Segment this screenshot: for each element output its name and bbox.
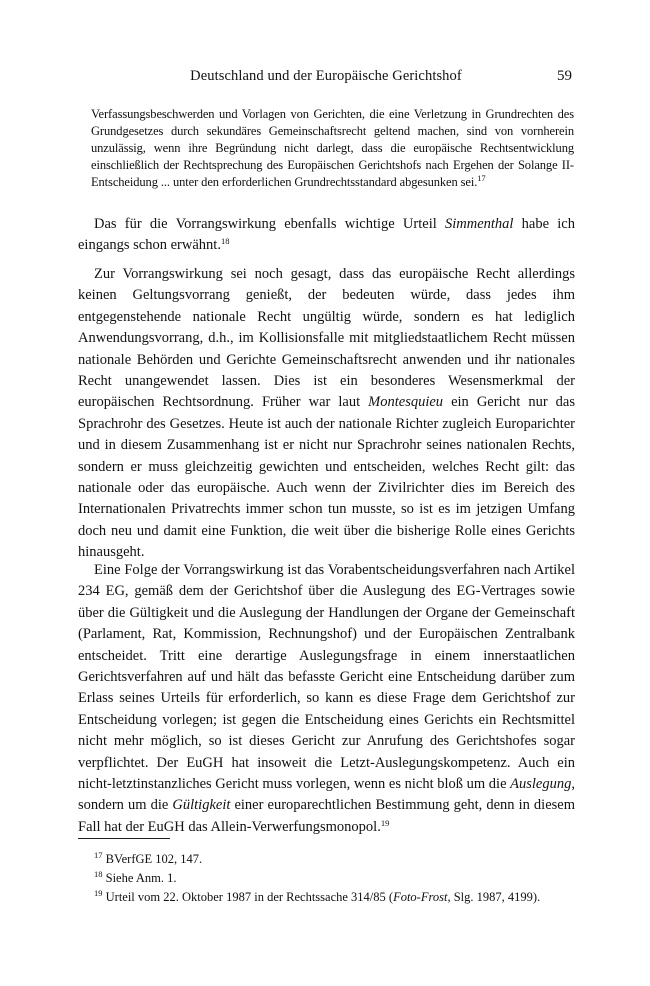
paragraph-text: Das für die Vorrangswirkung ebenfalls wichtige Urteil [94, 216, 445, 232]
paragraph-text: Eine Folge der Vorrangswirkung ist das Vorabentscheidungsverfahren nach Artikel 234 EG, gemäß dem der Gerichtshof über die Auslegung des EG-Vertrages sowie über die Gültigkeit und die Auslegung der Handlungen der Organe der Gemeinschaft (Parlament, Rat, Kommission, Rechnungshof) und der Europäischen Zentralbank entscheidet. Tritt eine derartige Auslegungsfrage in einem innerstaatlichen Gerichtsverfahren auf und hält das befasste Gericht eine Entscheidung darüber zum Erlass seines Urteils für erforderlich, so kann es diese Frage dem Gerichtshof zur Entscheidung vorlegen; ist gegen die Entscheidung eines Gerichts ein Rechtsmittel nicht mehr möglich, so ist dieses Gericht zur Anrufung des Gerichtshofes sogar verpflichtet. Der EuGH hat insoweit die Letzt-Auslegungskompetenz. Auch ein nicht-letztinstanzliches Gericht muss vorlegen, wenn es nicht bloß um die [78, 562, 575, 793]
footnote-number: 18 [94, 869, 103, 879]
footnote-18 [78, 869, 575, 888]
block-quote-text: Verfassungsbeschwerden und Vorlagen von Gerichten, die eine Verletzung in Grundrechten des Grundgesetzes durch sekundäres Gemeinschaftsrecht geltend machen, sind von vornherein unzulässig, wenn ihre Begründung nicht darlegt, dass die europäische Rechtsentwicklung einschließlich der Rechtsprechung des Europäischen Gerichtshofs nach Ergehen der Solange II-Entscheidung ... unter den erforderlichen Grundrechtsstandard abgesunken sei. [91, 107, 574, 189]
case-name-foto-frost: Foto-Frost [393, 890, 448, 904]
page-number: 59 [557, 68, 572, 84]
footnote-17 [78, 850, 575, 869]
author-name-montesquieu: Montesquieu [368, 394, 444, 411]
paragraph-simmenthal [78, 214, 575, 257]
footnote-ref-19[interactable]: 19 [380, 817, 390, 828]
paragraph-text: einer europarechtlichen Bestimmung geht, denn in diesem Fall hat der EuGH das Allein-Verwerfungsmonopol. [78, 797, 576, 835]
paragraph-anwendungsvorrang [78, 264, 575, 564]
footnote-text: BVerfGE 102, 147. [105, 852, 203, 866]
footnote-number: 17 [94, 850, 103, 860]
footnote-text: Siehe Anm. 1. [105, 871, 177, 885]
paragraph-text: , sondern um die [78, 776, 575, 814]
paragraph-vorabentscheidung [78, 560, 575, 838]
paragraph-text: ein Gericht nur das Sprachrohr des Gesetzes. Heute ist auch der nationale Richter zugleich Europarichter und in diesem Zusammenhang ist er nicht nur Sprachrohr seines nationalen Rechts, sondern er muss gleichzeitig gewichten und entscheiden, welches Recht gilt: das nationale oder das europäische. Auch wenn der Zivilrichter dies im Bereich des Internationalen Privatrechts immer schon tun musste, so ist es im jetzigen Umfang doch neu und damit eine Funktion, die weit über die bisherige Rolle eines Gerichts hinausgeht. [78, 394, 575, 561]
term-gueltigkeit: Gültigkeit [172, 797, 231, 814]
footnote-divider [78, 838, 170, 839]
running-head [78, 66, 574, 86]
running-title: Deutschland und der Europäische Gerichtshof [190, 68, 462, 84]
term-auslegung: Auslegung [510, 776, 572, 793]
paragraph-text: Zur Vorrangswirkung sei noch gesagt, dass das europäische Recht allerdings keinen Geltungsvorrang genießt, der bedeuten würde, dass jedes ihm entgegenstehende nationale Recht ungültig würde, sondern es hat lediglich Anwendungsvorrang, d.h., im Kollisionsfalle mit mitgliedstaatlichem Recht müssen nationale Behörden und Gerichte Gemeinschaftsrecht anwenden und ihr nationales Recht unangewendet lassen. Dies ist ein besonderes Wesensmerkmal der europäischen Rechtsordnung. Früher war laut [78, 266, 575, 411]
footnote-text: , Slg. 1987, 4199). [447, 890, 541, 904]
block-quote [91, 106, 574, 191]
footnote-number: 19 [94, 888, 103, 898]
footnote-ref-17[interactable]: 17 [477, 172, 486, 183]
footnote-text: Urteil vom 22. Oktober 1987 in der Rechtssache 314/85 ( [105, 890, 394, 904]
footnote-ref-18[interactable]: 18 [220, 236, 230, 247]
paragraph-text: habe ich eingangs schon erwähnt. [78, 216, 575, 254]
case-name-simmenthal: Simmenthal [444, 216, 514, 232]
footnote-19 [78, 888, 575, 907]
footnotes [78, 850, 575, 907]
